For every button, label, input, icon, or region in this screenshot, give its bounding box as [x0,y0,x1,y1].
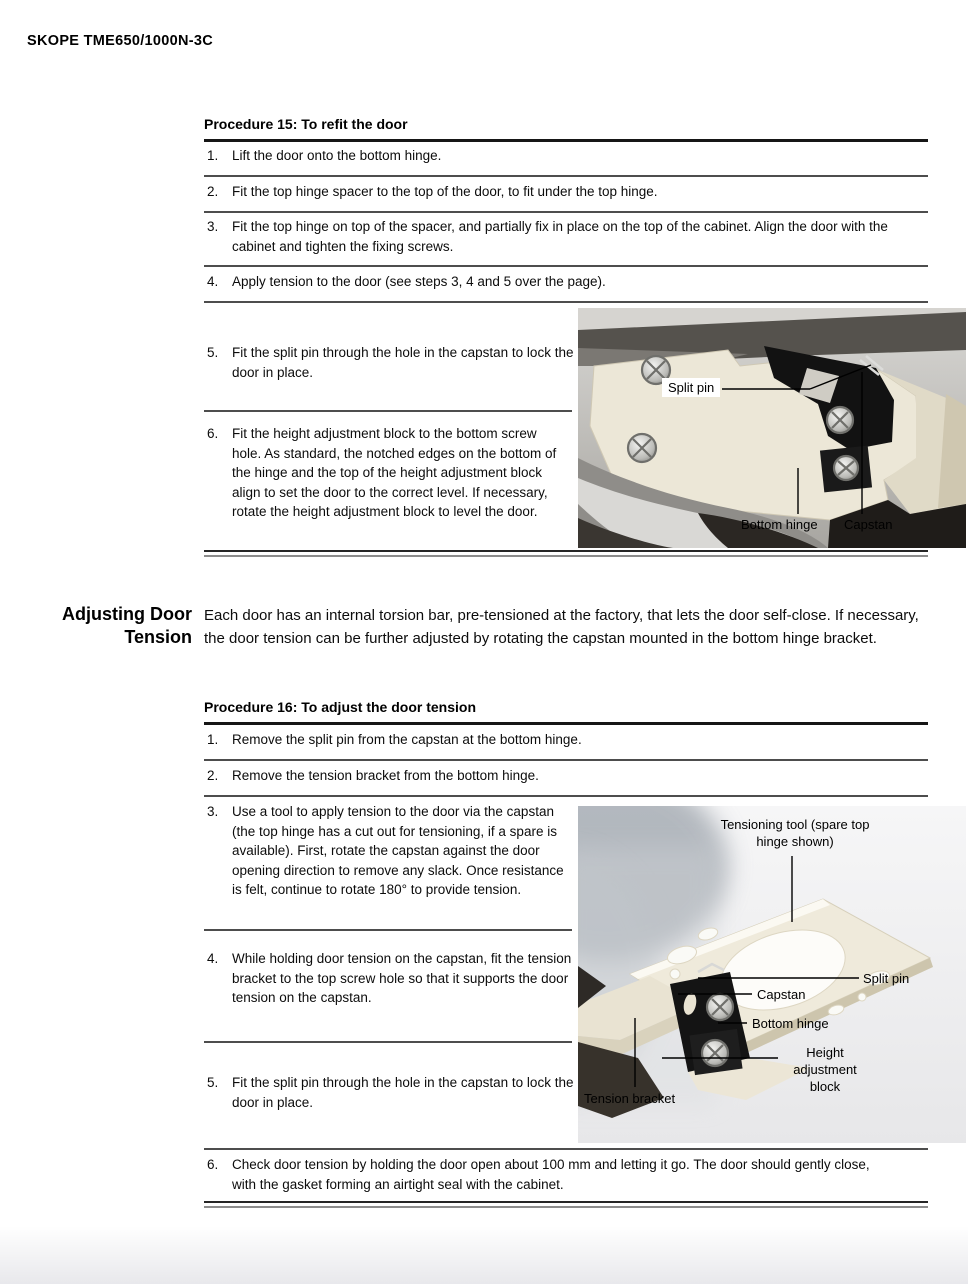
rule [204,722,928,725]
step-number: 1. [207,732,219,747]
procedure15-step-6 [204,424,566,522]
step-number: 4. [207,274,219,289]
procedure16-step-2 [204,766,928,786]
step-number: 3. [207,804,219,819]
step-number: 6. [207,426,219,441]
separator [204,929,572,931]
step-text: Lift the door onto the bottom hinge. [232,148,442,163]
separator [204,1041,572,1043]
separator [204,795,928,797]
bottom-hinge-illustration [578,308,966,548]
procedure15-title: Procedure 15: To refit the door [204,116,408,132]
procedure15-step-1 [204,146,928,166]
separator [204,175,928,177]
step-text: Check door tension by holding the door open about 100 mm and letting it go. The door should gently close, with the gasket forming an airtight seal with the cabinet. [232,1157,870,1192]
separator [204,211,928,213]
step-number: 2. [207,768,219,783]
step-text: Remove the tension bracket from the bottom hinge. [232,768,539,783]
separator [204,301,928,303]
step-number: 2. [207,184,219,199]
table-end-rule [204,550,928,557]
separator [204,410,572,412]
separator [204,759,928,761]
procedure16-step-3 [204,802,570,900]
step-text: Apply tension to the door (see steps 3, 4 and 5 over the page). [232,274,606,289]
procedure16-step-5 [204,1073,580,1112]
step-number: 3. [207,219,219,234]
rule [204,139,928,142]
split-pin-label: Split pin [863,971,910,986]
procedure16-step-6 [204,1155,880,1194]
procedure15-step-5 [204,343,580,382]
procedure16-step-4 [204,949,574,1008]
tensioning-tool-label: Tensioning tool (spare top hinge shown) [720,817,870,849]
step-text: Fit the height adjustment block to the bottom screw hole. As standard, the notched edges on the bottom of the hinge and the top of the height adjustment block align to set the door to the correct level. If necessary, rotate the height adjustment block to level the door. [232,426,557,519]
step-number: 6. [207,1157,219,1172]
step-text: Fit the split pin through the hole in the capstan to lock the door in place. [232,1075,574,1110]
procedure16-title: Procedure 16: To adjust the door tension [204,699,476,715]
step-text: While holding door tension on the capstan, fit the tension bracket to the top screw hole so that it supports the door tension on the capstan. [232,951,572,1005]
bottom-hinge-label: Bottom hinge [741,517,818,532]
separator [204,1148,928,1150]
capstan-label: Capstan [757,987,806,1002]
step-text: Fit the top hinge on top of the spacer, and partially fix in place on the top of the cabinet. Align the door with the cabinet and tighten the fixing screws. [232,219,888,254]
bottom-hinge-label: Bottom hinge [752,1016,829,1031]
procedure15-step-4 [204,272,928,292]
step-number: 5. [207,345,219,360]
procedure16-step-1 [204,730,928,750]
split-pin-label: Split pin [662,378,720,397]
figure-tensioning-tool-photo [578,806,966,1143]
step-number: 4. [207,951,219,966]
step-number: 5. [207,1075,219,1090]
step-text: Fit the top hinge spacer to the top of the door, to fit under the top hinge. [232,184,658,199]
procedure15-step-3 [204,217,912,256]
step-text: Fit the split pin through the hole in the capstan to lock the door in place. [232,345,574,380]
page-bottom-shading [0,1226,968,1284]
procedure15-step-2 [204,182,928,202]
separator [204,265,928,267]
page-header: SKOPE TME650/1000N-3C [27,33,214,49]
figure-bottom-hinge-photo [578,308,966,548]
table-end-rule [204,1201,928,1208]
section-heading: Adjusting Door Tension [62,604,192,647]
step-text: Remove the split pin from the capstan at the bottom hinge. [232,732,582,747]
height-adjustment-block-label: Height adjustment block [793,1045,857,1094]
section-intro: Each door has an internal torsion bar, pre-tensioned at the factory, that lets the door self-close. If necessary, the door tension can be further adjusted by rotating the capstan mounted in the bottom hinge bracket. [204,607,919,647]
tension-bracket-label: Tension bracket [584,1091,676,1106]
capstan-label: Capstan [844,517,893,532]
step-text: Use a tool to apply tension to the door via the capstan (the top hinge has a cut out for tensioning, if a spare is available). First, rotate the capstan against the door opening direction to remove any slack. Once resistance is felt, continue to rotate 180° to provide tension. [232,804,564,897]
step-number: 1. [207,148,219,163]
